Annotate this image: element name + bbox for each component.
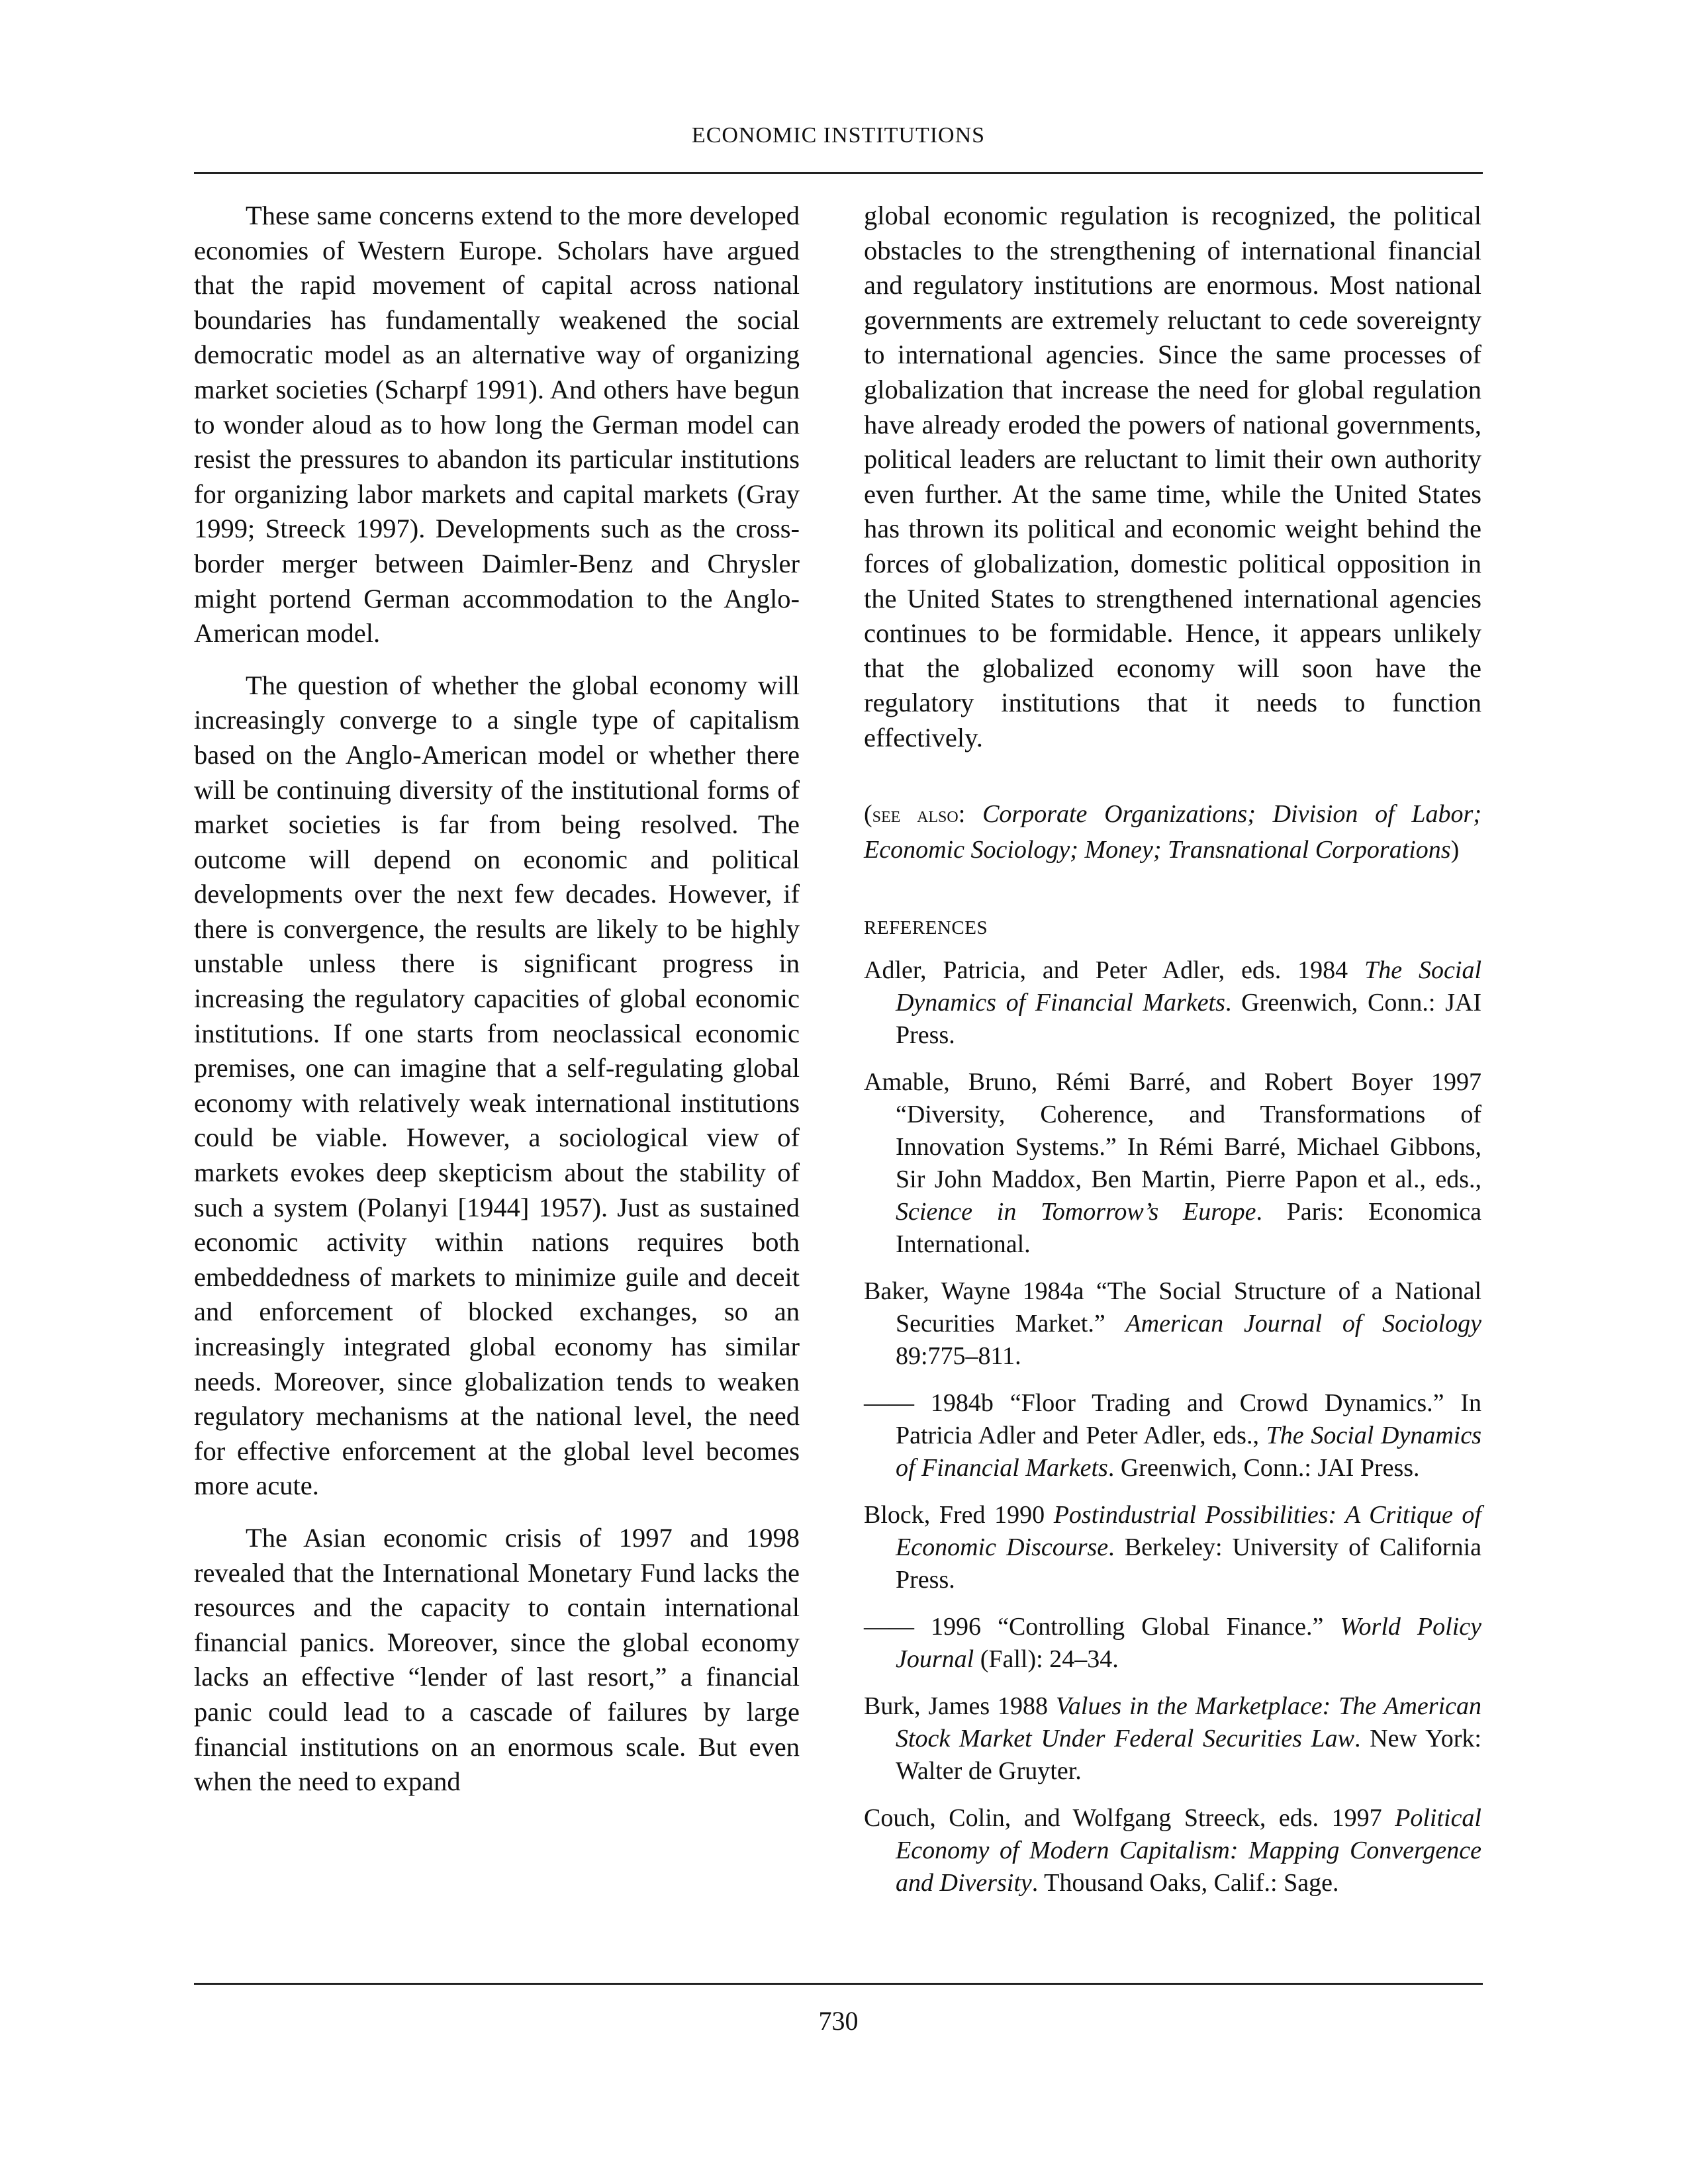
reference-title: Political Economy of Modern Capitalism: Mapping Convergence and Diversity: [896, 1804, 1481, 1897]
see-also-close: ): [1450, 835, 1460, 864]
see-also-colon: :: [958, 799, 983, 828]
see-also-label: see also: [872, 802, 959, 827]
reference-entry: [864, 1066, 1481, 1261]
reference-title: Values in the Marketplace: The American Stock Market Under Federal Securities Law: [896, 1692, 1481, 1753]
page-number: 730: [818, 2006, 859, 2036]
right-column: [864, 199, 1481, 1914]
body-paragraph: The question of whether the global economy will increasingly converge to a single type of capitalism based on the Anglo-American model or whether there will be continuing diversity of the institutional forms of market societies is far from being resolved. The outcome will depend on economic and political developments over the next few decades. However, if there is convergence, the results are likely to be highly unstable unless there is significant progress in increasing the regulatory capacities of global economic institutions. If one starts from neoclassical economic premises, one can imagine that a self-regulating global economy with relatively weak international institutions could be viable. However, a sociological view of markets evokes deep skepticism about the stability of such a system (Polanyi [1944] 1957). Just as sustained economic activity within nations requires both embeddedness of markets to minimize guile and deceit and enforcement of blocked exchanges, so an increasingly integrated global economy has similar needs. Moreover, since globalization tends to weaken regulatory mechanisms at the national level, the need for effective enforcement at the global level becomes more acute.: [194, 670, 800, 1501]
reference-text: Adler, Patricia, and Peter Adler, eds. 1984: [864, 956, 1365, 985]
body-paragraph-continuation: global economic regulation is recognized, the political obstacles to the strengthening of international financial and regulatory institutions are enormous. Most national governments are extremely reluctant to cede sovereignty to international agencies. Since the same processes of globalization that increase the need for global regulation have already eroded the powers of national governments, political leaders are reluctant to limit their own authority even further. At the same time, while the United States has thrown its political and economic weight behind the forces of globalization, domestic political opposition in the United States to strengthened international agencies continues to be formidable. Hence, it appears unlikely that the globalized economy will soon have the regulatory institutions that it needs to function effectively.: [864, 201, 1481, 752]
running-head: ECONOMIC INSTITUTIONS: [691, 123, 986, 148]
references-list: [864, 954, 1481, 1899]
see-also-topics: Corporate Organizations; Division of Labor; Economic Sociology; Money; Transnational Corporations: [864, 799, 1482, 864]
reference-publisher: (Fall): 24–34.: [974, 1645, 1119, 1674]
reference-text: —— 1996 “Controlling Global Finance.”: [864, 1613, 1340, 1641]
reference-text: —— 1984b “Floor Trading and Crowd Dynamics.” In Patricia Adler and Peter Adler, eds.,: [864, 1389, 1481, 1450]
body-paragraph: The Asian economic crisis of 1997 and 1998 revealed that the International Monetary Fund lacks the resources and the capacity to contain international financial panics. Moreover, since the global economy lacks an effective “lender of last resort,” a financial panic could lead to a cascade of failures by large financial institutions on an enormous scale. But even when the need to expand: [194, 1522, 800, 1797]
reference-text: Burk, James 1988: [864, 1692, 1056, 1721]
reference-publisher: . Greenwich, Conn.: JAI Press.: [896, 989, 1481, 1050]
see-also: [864, 797, 1481, 867]
reference-entry: [864, 1802, 1481, 1899]
reference-publisher: . Thousand Oaks, Calif.: Sage.: [1031, 1869, 1339, 1897]
reference-entry: [864, 1690, 1481, 1788]
reference-text: Amable, Bruno, Rémi Barré, and Robert Boyer 1997 “Diversity, Coherence, and Transformations of Innovation Systems.” In Rémi Barré, Michael Gibbons, Sir John Maddox, Ben Martin, Pierre Papon et al., eds.,: [864, 1068, 1481, 1194]
reference-title: Science in Tomorrow’s Europe: [896, 1198, 1256, 1226]
reference-entry: [864, 1499, 1481, 1596]
references-heading: REFERENCES: [864, 917, 988, 938]
left-column: [194, 199, 800, 1817]
footer-rule: [194, 1983, 1483, 1985]
reference-publisher: . New York: Walter de Gruyter.: [896, 1725, 1481, 1786]
reference-text: Block, Fred 1990: [864, 1501, 1054, 1529]
body-paragraph: These same concerns extend to the more developed economies of Western Europe. Scholars have argued that the rapid movement of capital across national boundaries has fundamentally weakened the social democratic model as an alternative way of organizing market societies (Scharpf 1991). And others have begun to wonder aloud as to how long the German model can resist the pressures to abandon its particular institutions for organizing labor markets and capital markets (Gray 1999; Streeck 1997). Developments such as the cross-border merger between Daimler-Benz and Chrysler might portend German accommodation to the Anglo-American model.: [194, 201, 800, 649]
reference-publisher: . Berkeley: University of California Press.: [896, 1533, 1481, 1594]
reference-entry: [864, 1611, 1481, 1676]
reference-publisher: . Paris: Economica International.: [896, 1198, 1481, 1259]
reference-publisher: . Greenwich, Conn.: JAI Press.: [1107, 1454, 1420, 1482]
reference-entry: [864, 1275, 1481, 1373]
see-also-open: (: [864, 799, 872, 828]
reference-title: The Social Dynamics of Financial Markets: [896, 956, 1482, 1017]
header-rule: [194, 172, 1483, 174]
reference-publisher: 89:775–811.: [896, 1342, 1021, 1371]
reference-text: Couch, Colin, and Wolfgang Streeck, eds. 1997: [864, 1804, 1395, 1833]
reference-title: American Journal of Sociology: [1125, 1310, 1481, 1338]
reference-title: World Policy Journal: [896, 1613, 1481, 1674]
reference-entry: [864, 954, 1481, 1052]
reference-text: Baker, Wayne 1984a “The Social Structure of a National Securities Market.”: [864, 1277, 1481, 1338]
reference-entry: [864, 1387, 1481, 1484]
reference-title: The Social Dynamics of Financial Markets: [896, 1422, 1481, 1482]
reference-title: Postindustrial Possibilities: A Critique of Economic Discourse: [896, 1501, 1481, 1562]
